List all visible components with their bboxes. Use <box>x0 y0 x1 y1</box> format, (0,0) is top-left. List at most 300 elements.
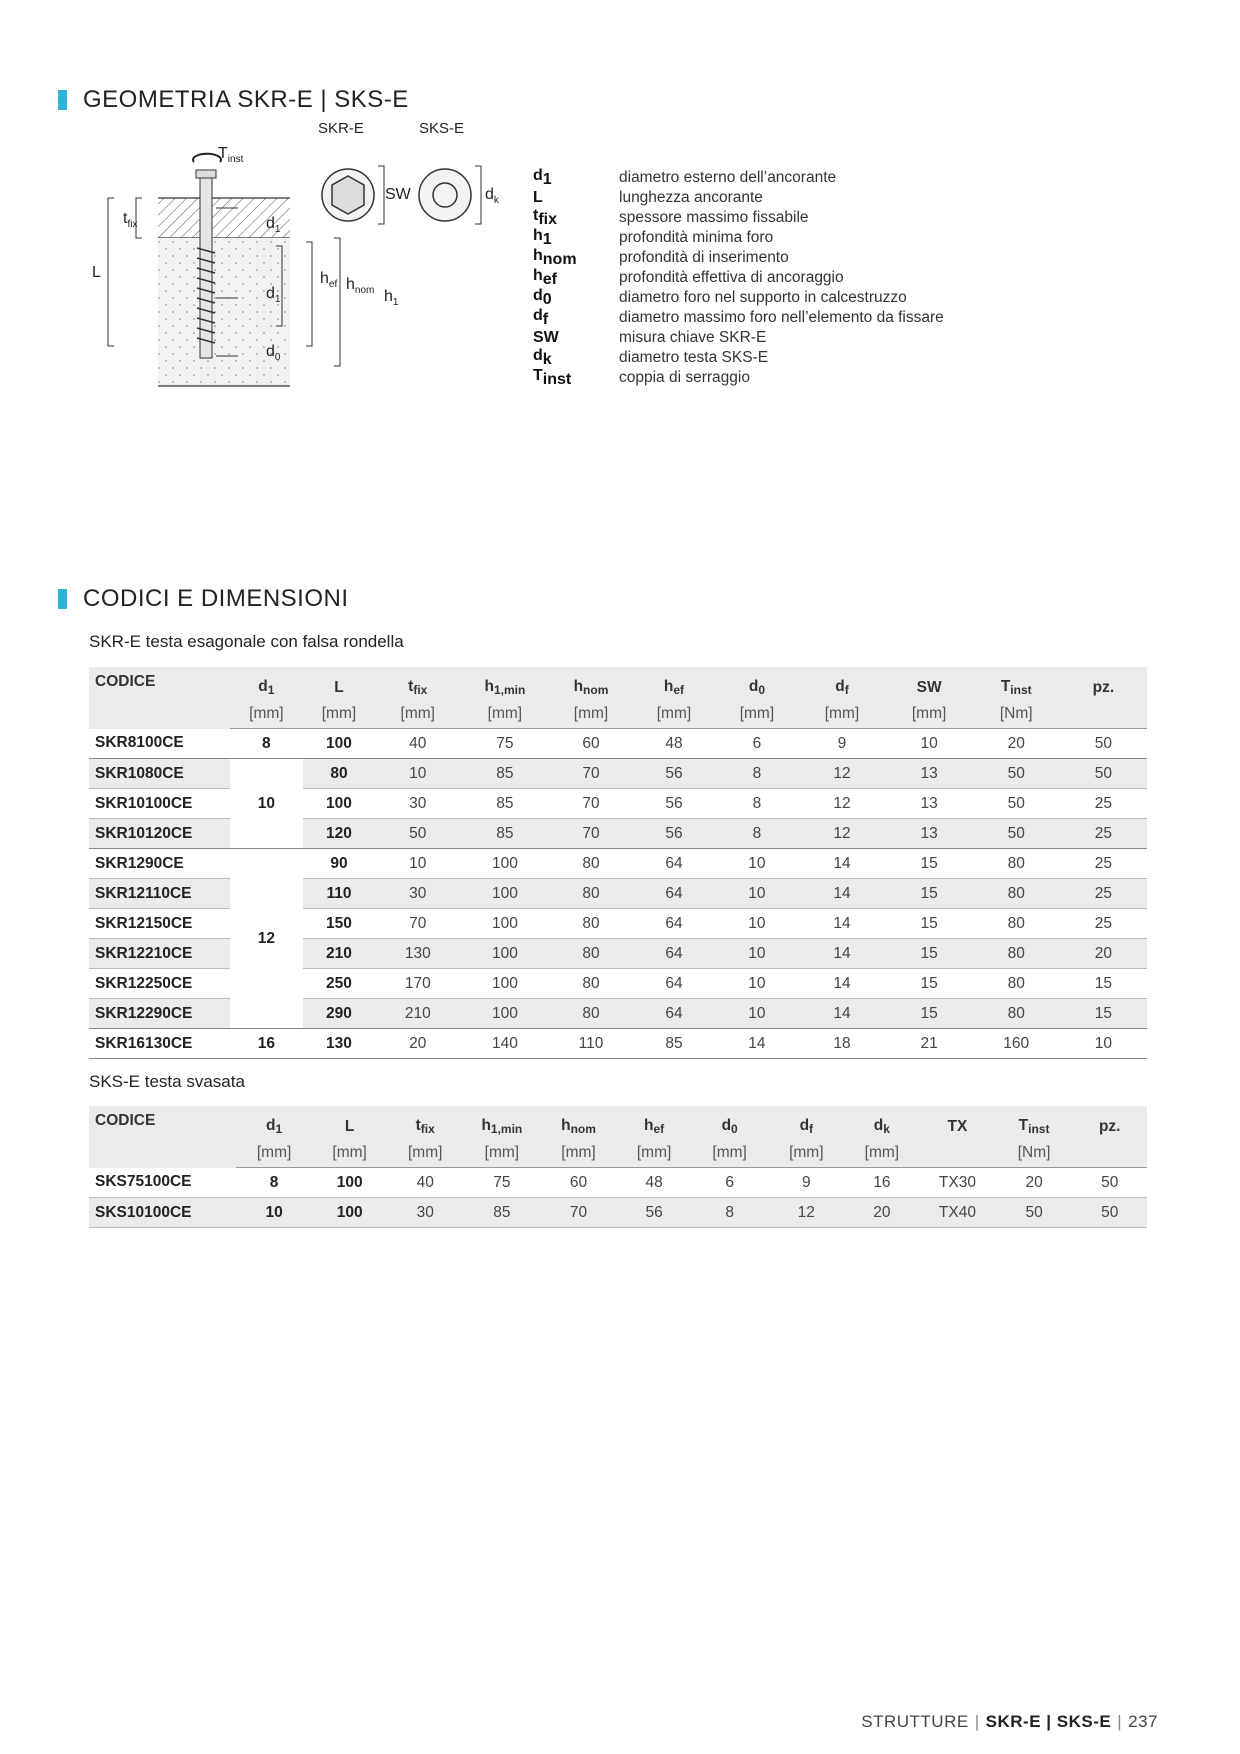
value-cell: 50 <box>996 1198 1073 1228</box>
table-row <box>89 1168 1147 1198</box>
column-unit <box>1072 1139 1147 1168</box>
value-cell: 140 <box>460 1029 549 1059</box>
column-header: $h_{1,min}$ <box>464 1106 541 1139</box>
code-cell: SKR16130CE <box>89 1029 230 1059</box>
value-cell: 10 <box>886 729 973 759</box>
label-tinst: $T_{inst}$ <box>218 145 244 166</box>
value-cell: 90 <box>303 849 376 879</box>
value-cell: 15 <box>886 849 973 879</box>
legend-description: coppia di serraggio <box>619 369 750 386</box>
unit-row <box>89 1139 1147 1168</box>
length-bracket <box>108 198 114 346</box>
label-d0: $d_0$ <box>266 343 281 364</box>
value-cell: 14 <box>798 939 885 969</box>
legend-description: diametro esterno dell’ancorante <box>619 169 837 186</box>
value-cell: 120 <box>303 819 376 849</box>
legend-row <box>533 268 944 288</box>
value-cell: 50 <box>1060 759 1147 789</box>
value-cell: 60 <box>550 729 633 759</box>
column-header: $d_1$ <box>230 667 303 700</box>
value-cell: 80 <box>973 969 1060 999</box>
label-L: L <box>92 264 101 281</box>
value-cell: 14 <box>798 999 885 1029</box>
column-unit: [mm] <box>550 700 633 729</box>
value-cell: 8 <box>715 759 798 789</box>
legend-row <box>533 228 944 248</box>
legend-symbol: $d_1$ <box>533 167 552 188</box>
value-cell: 100 <box>460 879 549 909</box>
column-unit: [mm] <box>312 1139 386 1168</box>
value-cell: 80 <box>550 909 633 939</box>
value-cell: 15 <box>1060 969 1147 999</box>
table-row <box>89 729 1147 759</box>
value-cell: 64 <box>632 999 715 1029</box>
anchor-diagram-svg <box>86 140 526 390</box>
column-unit: [mm] <box>845 1139 919 1168</box>
legend-row <box>533 288 944 308</box>
column-header: L <box>303 667 376 700</box>
d1-cell: 8 <box>230 729 303 759</box>
legend-description: profondità effettiva di ancoraggio <box>619 269 844 286</box>
label-sw: SW <box>385 186 411 203</box>
value-cell: 85 <box>460 789 549 819</box>
value-cell: 13 <box>886 759 973 789</box>
value-cell: 100 <box>460 969 549 999</box>
d1-cell: 16 <box>230 1029 303 1059</box>
value-cell: 80 <box>973 999 1060 1029</box>
label-tfix: $t_{fix}$ <box>123 210 138 231</box>
value-cell: 10 <box>715 969 798 999</box>
section-marker <box>58 589 67 609</box>
legend-symbol-sub: nom <box>542 251 577 268</box>
footer-category: STRUTTURE <box>861 1712 969 1731</box>
code-cell: SKR12250CE <box>89 969 230 999</box>
column-header: $d_f$ <box>798 667 885 700</box>
column-header-sub: fix <box>420 1122 435 1136</box>
column-header-sub: 0 <box>731 1122 738 1136</box>
value-cell: 60 <box>540 1168 617 1198</box>
value-cell: 56 <box>632 759 715 789</box>
value-cell: 30 <box>375 879 460 909</box>
value-cell: 12 <box>798 789 885 819</box>
value-cell: 85 <box>460 759 549 789</box>
code-cell: SKR1290CE <box>89 849 230 879</box>
column-header-sub: nom <box>570 1122 596 1136</box>
value-cell: 290 <box>303 999 376 1029</box>
value-cell: 56 <box>632 789 715 819</box>
sks-head-countersunk <box>419 169 471 221</box>
label-d1: $d_1$ <box>266 285 281 306</box>
value-cell: 15 <box>886 909 973 939</box>
value-cell: 80 <box>550 969 633 999</box>
value-cell: 75 <box>460 729 549 759</box>
value-cell: 75 <box>464 1168 541 1198</box>
column-header: CODICE <box>89 1106 236 1168</box>
column-header-sub: ef <box>653 1122 665 1136</box>
value-cell: 10 <box>375 759 460 789</box>
code-cell: SKR8100CE <box>89 729 230 759</box>
code-cell: SKR10100CE <box>89 789 230 819</box>
value-cell: 6 <box>691 1168 768 1198</box>
legend-row <box>533 308 944 328</box>
sks-e-table <box>89 1106 1147 1228</box>
value-cell: 15 <box>886 999 973 1029</box>
legend-symbol-sub: inst <box>542 371 572 388</box>
value-cell: 18 <box>798 1029 885 1059</box>
header-row <box>89 1106 1147 1139</box>
column-header-sub: ef <box>673 683 685 697</box>
value-cell: 130 <box>303 1029 376 1059</box>
value-cell: 100 <box>312 1168 386 1198</box>
column-header: $h_{nom}$ <box>540 1106 617 1139</box>
column-header: $h_{ef}$ <box>632 667 715 700</box>
value-cell: 170 <box>375 969 460 999</box>
value-cell: 50 <box>1072 1198 1147 1228</box>
table-row <box>89 849 1147 879</box>
column-header-sub: 1,min <box>490 1122 523 1136</box>
code-cell: SKR1080CE <box>89 759 230 789</box>
legend-symbol: $d_f$ <box>533 307 549 328</box>
column-header: $h_{ef}$ <box>617 1106 691 1139</box>
torque-arrow <box>193 154 221 162</box>
value-cell: 100 <box>303 729 376 759</box>
table1-title: SKR-E testa esagonale con falsa rondella <box>89 632 404 651</box>
section-title-geometria <box>58 86 409 114</box>
column-header: $h_{nom}$ <box>550 667 633 700</box>
value-cell: 20 <box>973 729 1060 759</box>
value-cell: 10 <box>715 939 798 969</box>
value-cell: 100 <box>460 939 549 969</box>
value-cell: 8 <box>715 789 798 819</box>
column-unit: [mm] <box>768 1139 845 1168</box>
column-unit: [mm] <box>375 700 460 729</box>
page-number: 237 <box>1128 1712 1158 1731</box>
column-unit: [mm] <box>540 1139 617 1168</box>
column-header: $d_0$ <box>715 667 798 700</box>
table-row <box>89 759 1147 789</box>
value-cell: 100 <box>303 789 376 819</box>
column-header-sub: f <box>809 1122 814 1136</box>
anchor-geometry-diagram <box>86 140 526 390</box>
column-unit: [mm] <box>691 1139 768 1168</box>
value-cell: 85 <box>632 1029 715 1059</box>
legend-symbol: L <box>533 189 543 206</box>
value-cell: 8 <box>236 1168 313 1198</box>
code-cell: SKR12290CE <box>89 999 230 1029</box>
value-cell: 80 <box>550 999 633 1029</box>
column-header-sub: inst <box>1010 683 1032 697</box>
column-unit: [mm] <box>387 1139 464 1168</box>
value-cell: 56 <box>617 1198 691 1228</box>
column-unit: [Nm] <box>996 1139 1073 1168</box>
legend-symbol: $T_{inst}$ <box>533 367 572 388</box>
label-dk: $d_k$ <box>485 186 499 207</box>
value-cell: 10 <box>236 1198 313 1228</box>
value-cell: 50 <box>973 819 1060 849</box>
column-header: $d_k$ <box>845 1106 919 1139</box>
value-cell: TX40 <box>919 1198 996 1228</box>
code-cell: SKR12150CE <box>89 909 230 939</box>
value-cell: 70 <box>540 1198 617 1228</box>
column-header-sub: 1 <box>275 1122 283 1136</box>
value-cell: 20 <box>375 1029 460 1059</box>
screw-head <box>196 170 216 178</box>
value-cell: 10 <box>1060 1029 1147 1059</box>
value-cell: 10 <box>715 879 798 909</box>
column-header-sub: f <box>844 683 849 697</box>
legend-description: profondità minima foro <box>619 229 774 246</box>
value-cell: 100 <box>460 849 549 879</box>
value-cell: 15 <box>1060 999 1147 1029</box>
column-unit: [mm] <box>632 700 715 729</box>
legend-symbol-sub: 1 <box>542 171 552 188</box>
column-unit: [mm] <box>617 1139 691 1168</box>
value-cell: 80 <box>973 879 1060 909</box>
column-header-sub: 1 <box>267 683 275 697</box>
value-cell: 64 <box>632 879 715 909</box>
value-cell: 25 <box>1060 849 1147 879</box>
column-header: $d_1$ <box>236 1106 313 1139</box>
legend-description: profondità di inserimento <box>619 249 789 266</box>
value-cell: 80 <box>973 849 1060 879</box>
legend-description: lunghezza ancorante <box>619 189 763 206</box>
value-cell: 25 <box>1060 789 1147 819</box>
value-cell: 14 <box>798 849 885 879</box>
column-header: TX <box>919 1106 996 1139</box>
column-header: $t_{fix}$ <box>375 667 460 700</box>
value-cell: 8 <box>715 819 798 849</box>
value-cell: 150 <box>303 909 376 939</box>
value-cell: 30 <box>375 789 460 819</box>
value-cell: 13 <box>886 789 973 819</box>
value-cell: 40 <box>375 729 460 759</box>
column-header-sub: inst <box>1028 1122 1050 1136</box>
label-d1-top: $d_1$ <box>266 215 281 236</box>
legend-symbol: $t_{fix}$ <box>533 207 557 228</box>
column-header-sub: 1,min <box>493 683 526 697</box>
value-cell: 10 <box>715 849 798 879</box>
value-cell: 12 <box>768 1198 845 1228</box>
column-header: L <box>312 1106 386 1139</box>
column-unit: [mm] <box>798 700 885 729</box>
value-cell: 15 <box>886 939 973 969</box>
value-cell: 25 <box>1060 909 1147 939</box>
value-cell: 50 <box>1060 729 1147 759</box>
column-unit: [mm] <box>715 700 798 729</box>
d1-cell: 12 <box>230 849 303 1029</box>
value-cell: 70 <box>550 789 633 819</box>
value-cell: 14 <box>715 1029 798 1059</box>
column-unit: [mm] <box>886 700 973 729</box>
legend-description: diametro massimo foro nell’elemento da fissare <box>619 309 944 326</box>
legend-description: diametro testa SKS-E <box>619 349 769 366</box>
value-cell: 64 <box>632 969 715 999</box>
column-header: $T_{inst}$ <box>996 1106 1073 1139</box>
value-cell: 20 <box>996 1168 1073 1198</box>
value-cell: 14 <box>798 879 885 909</box>
column-header-sub: nom <box>583 683 609 697</box>
value-cell: 250 <box>303 969 376 999</box>
value-cell: 50 <box>973 759 1060 789</box>
hex-head-icon <box>332 176 364 214</box>
label-skr-e: SKR-E <box>318 120 364 137</box>
label-hnom: $h_{nom}$ <box>346 276 375 297</box>
section-title-text: CODICI E DIMENSIONI <box>83 585 349 612</box>
label-h1: $h_1$ <box>384 288 399 309</box>
value-cell: 12 <box>798 819 885 849</box>
column-header: pz. <box>1060 667 1147 700</box>
column-header: $d_0$ <box>691 1106 768 1139</box>
value-cell: 48 <box>632 729 715 759</box>
value-cell: 14 <box>798 909 885 939</box>
legend-symbol: $d_k$ <box>533 347 552 368</box>
value-cell: 50 <box>973 789 1060 819</box>
column-header-sub: fix <box>413 683 428 697</box>
legend-symbol: $h_{ef}$ <box>533 267 558 288</box>
value-cell: 100 <box>460 999 549 1029</box>
value-cell: 56 <box>632 819 715 849</box>
value-cell: 50 <box>375 819 460 849</box>
value-cell: 130 <box>375 939 460 969</box>
column-header: CODICE <box>89 667 230 729</box>
code-cell: SKR12110CE <box>89 879 230 909</box>
value-cell: 8 <box>691 1198 768 1228</box>
value-cell: 64 <box>632 849 715 879</box>
column-unit: [mm] <box>230 700 303 729</box>
legend-symbol: $h_1$ <box>533 227 552 248</box>
value-cell: 80 <box>973 909 1060 939</box>
legend-description: misura chiave SKR-E <box>619 329 767 346</box>
code-cell: SKR12210CE <box>89 939 230 969</box>
value-cell: 50 <box>1072 1168 1147 1198</box>
value-cell: 80 <box>550 939 633 969</box>
d1-cell: 10 <box>230 759 303 849</box>
column-unit <box>919 1139 996 1168</box>
legend-symbol: $d_0$ <box>533 287 552 308</box>
column-unit: [mm] <box>464 1139 541 1168</box>
symbol-legend <box>533 168 944 388</box>
column-header: SW <box>886 667 973 700</box>
legend-row <box>533 188 944 208</box>
legend-symbol-sub: k <box>542 351 552 368</box>
code-cell: SKS75100CE <box>89 1168 236 1198</box>
column-unit: [Nm] <box>973 700 1060 729</box>
value-cell: 110 <box>303 879 376 909</box>
value-cell: 15 <box>886 969 973 999</box>
code-cell: SKR10120CE <box>89 819 230 849</box>
value-cell: 40 <box>387 1168 464 1198</box>
value-cell: 85 <box>464 1198 541 1228</box>
value-cell: 70 <box>550 819 633 849</box>
value-cell: 21 <box>886 1029 973 1059</box>
column-header: $T_{inst}$ <box>973 667 1060 700</box>
legend-symbol-sub: 1 <box>542 231 552 248</box>
value-cell: 64 <box>632 939 715 969</box>
column-header: $d_f$ <box>768 1106 845 1139</box>
value-cell: 9 <box>798 729 885 759</box>
value-cell: 6 <box>715 729 798 759</box>
value-cell: 80 <box>303 759 376 789</box>
value-cell: 70 <box>550 759 633 789</box>
value-cell: 80 <box>550 879 633 909</box>
legend-description: spessore massimo fissabile <box>619 209 809 226</box>
value-cell: 64 <box>632 909 715 939</box>
skr-e-table <box>89 667 1147 1059</box>
column-unit <box>1060 700 1147 729</box>
value-cell: 30 <box>387 1198 464 1228</box>
value-cell: 80 <box>973 939 1060 969</box>
header-row <box>89 667 1147 700</box>
value-cell: 14 <box>798 969 885 999</box>
value-cell: 15 <box>886 879 973 909</box>
value-cell: 25 <box>1060 819 1147 849</box>
column-header: $t_{fix}$ <box>387 1106 464 1139</box>
value-cell: 16 <box>845 1168 919 1198</box>
value-cell: 10 <box>715 999 798 1029</box>
table2-title: SKS-E testa svasata <box>89 1072 245 1091</box>
legend-symbol-sub: 0 <box>542 291 552 308</box>
legend-row <box>533 168 944 188</box>
value-cell: 20 <box>1060 939 1147 969</box>
value-cell: 210 <box>375 999 460 1029</box>
value-cell: 10 <box>375 849 460 879</box>
code-cell: SKS10100CE <box>89 1198 236 1228</box>
footer-product: SKR-E | SKS-E <box>985 1712 1112 1731</box>
label-hef: $h_{ef}$ <box>320 270 338 291</box>
column-unit: [mm] <box>303 700 376 729</box>
section-marker <box>58 90 67 110</box>
value-cell: 110 <box>550 1029 633 1059</box>
column-header-sub: k <box>883 1122 890 1136</box>
value-cell: 210 <box>303 939 376 969</box>
legend-symbol-sub: ef <box>542 271 558 288</box>
value-cell: 100 <box>312 1198 386 1228</box>
column-header: $h_{1,min}$ <box>460 667 549 700</box>
value-cell: 10 <box>715 909 798 939</box>
legend-symbol-sub: fix <box>538 211 557 228</box>
legend-symbol: $h_{nom}$ <box>533 247 577 268</box>
value-cell: 9 <box>768 1168 845 1198</box>
column-header-sub: 0 <box>758 683 765 697</box>
table-row <box>89 1029 1147 1059</box>
section-title-text: GEOMETRIA SKR-E | SKS-E <box>83 86 409 113</box>
legend-row <box>533 248 944 268</box>
value-cell: 13 <box>886 819 973 849</box>
label-sks-e: SKS-E <box>419 120 465 137</box>
value-cell: 70 <box>375 909 460 939</box>
legend-row <box>533 328 944 348</box>
value-cell: 12 <box>798 759 885 789</box>
value-cell: 100 <box>460 909 549 939</box>
page-footer: STRUTTURE | SKR-E | SKS-E | 237 <box>861 1712 1158 1731</box>
value-cell: 48 <box>617 1168 691 1198</box>
value-cell: 25 <box>1060 879 1147 909</box>
legend-description: diametro foro nel supporto in calcestruzzo <box>619 289 907 306</box>
legend-row <box>533 348 944 368</box>
column-unit: [mm] <box>460 700 549 729</box>
table-row <box>89 1198 1147 1228</box>
value-cell: TX30 <box>919 1168 996 1198</box>
section-title-codici <box>58 585 349 613</box>
value-cell: 80 <box>550 849 633 879</box>
legend-symbol: SW <box>533 329 559 346</box>
unit-row <box>89 700 1147 729</box>
legend-row <box>533 208 944 228</box>
value-cell: 20 <box>845 1198 919 1228</box>
value-cell: 85 <box>460 819 549 849</box>
value-cell: 160 <box>973 1029 1060 1059</box>
column-unit: [mm] <box>236 1139 313 1168</box>
